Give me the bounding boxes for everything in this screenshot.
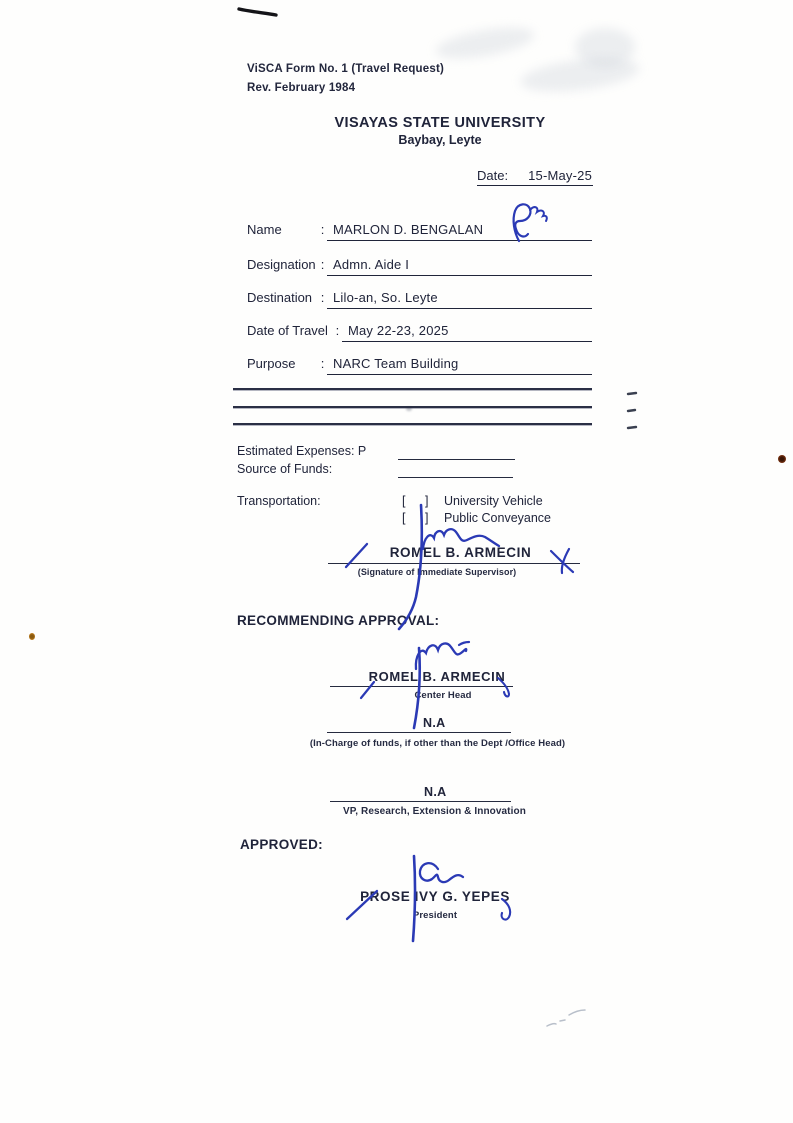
field-value: NARC Team Building xyxy=(327,356,592,375)
supervisor-signature-line xyxy=(328,563,580,564)
option-university-vehicle xyxy=(402,494,543,508)
field-value: Admn. Aide I xyxy=(327,257,592,276)
transportation-label: Transportation: xyxy=(237,494,321,508)
field-separator: : xyxy=(320,257,325,272)
approved-heading: APPROVED: xyxy=(240,837,323,852)
option-public-conveyance xyxy=(402,511,551,525)
bracket-close: ] xyxy=(425,511,429,525)
black-pen-mark xyxy=(239,9,276,15)
center-head-caption: Center Head xyxy=(414,690,472,701)
blank-line xyxy=(233,388,592,390)
field-value: May 22-23, 2025 xyxy=(342,323,592,342)
supervisor-name: ROMEL B. ARMECIN xyxy=(389,545,532,560)
supervisor-caption: (Signature of Immediate Supervisor) xyxy=(357,567,517,577)
field-row-name xyxy=(247,222,592,241)
scan-smudge xyxy=(434,22,537,65)
field-separator: : xyxy=(320,356,325,371)
source-of-funds-label: Source of Funds: xyxy=(237,462,333,476)
field-separator: : xyxy=(335,323,340,338)
university-location: Baybay, Leyte xyxy=(398,133,482,147)
vp-value: N.A xyxy=(424,785,447,799)
form-number: ViSCA Form No. 1 (Travel Request) xyxy=(247,63,445,75)
field-separator: : xyxy=(320,290,325,305)
field-value: MARLON D. BENGALAN xyxy=(327,222,592,241)
field-label: Name xyxy=(247,222,282,237)
field-row-date-of-travel xyxy=(247,323,592,342)
vp-caption: VP, Research, Extension & Innovation xyxy=(343,806,526,817)
form-revision: Rev. February 1984 xyxy=(247,82,356,94)
date-value: 15-May-25 xyxy=(528,168,593,183)
field-label: Destination xyxy=(247,290,313,305)
date-row xyxy=(477,168,593,186)
ink-speck xyxy=(778,455,786,463)
scan-smudge xyxy=(575,28,635,66)
president-caption: President xyxy=(412,910,458,921)
option-label: University Vehicle xyxy=(444,494,543,508)
estimated-expenses-line xyxy=(398,459,515,460)
university-title: VISAYAS STATE UNIVERSITY xyxy=(334,115,546,131)
funds-incharge-caption: (In-Charge of funds, if other than the Dept /Office Head) xyxy=(309,738,566,749)
field-label: Purpose xyxy=(247,356,296,371)
estimated-expenses-label: Estimated Expenses: P xyxy=(237,444,367,458)
funds-incharge-line xyxy=(327,732,511,733)
field-label: Date of Travel xyxy=(247,323,328,338)
margin-dashes xyxy=(628,393,636,428)
center-head-signature-line xyxy=(330,686,513,687)
field-row-designation xyxy=(247,257,592,276)
vp-line xyxy=(330,801,511,802)
source-of-funds-line xyxy=(398,477,513,478)
field-separator: : xyxy=(320,222,325,237)
bracket-close: ] xyxy=(425,494,429,508)
bracket-open: [ xyxy=(402,494,406,508)
blank-line xyxy=(233,423,592,425)
field-label: Designation xyxy=(247,257,316,272)
ink-speck xyxy=(29,633,35,640)
center-head-name: ROMEL B. ARMECIN xyxy=(368,669,506,684)
bracket-open: [ xyxy=(402,511,406,525)
blank-line xyxy=(233,406,592,408)
date-label: Date: xyxy=(477,168,509,183)
option-label: Public Conveyance xyxy=(444,511,552,525)
recommending-approval-heading: RECOMMENDING APPROVAL: xyxy=(237,613,440,628)
field-row-purpose xyxy=(247,356,592,375)
pencil-scribble xyxy=(547,1010,585,1026)
president-name: PROSE IVY G. YEPES xyxy=(360,889,510,904)
field-row-destination xyxy=(247,290,592,309)
funds-incharge-value: N.A xyxy=(423,716,446,730)
field-value: Lilo-an, So. Leyte xyxy=(327,290,592,309)
